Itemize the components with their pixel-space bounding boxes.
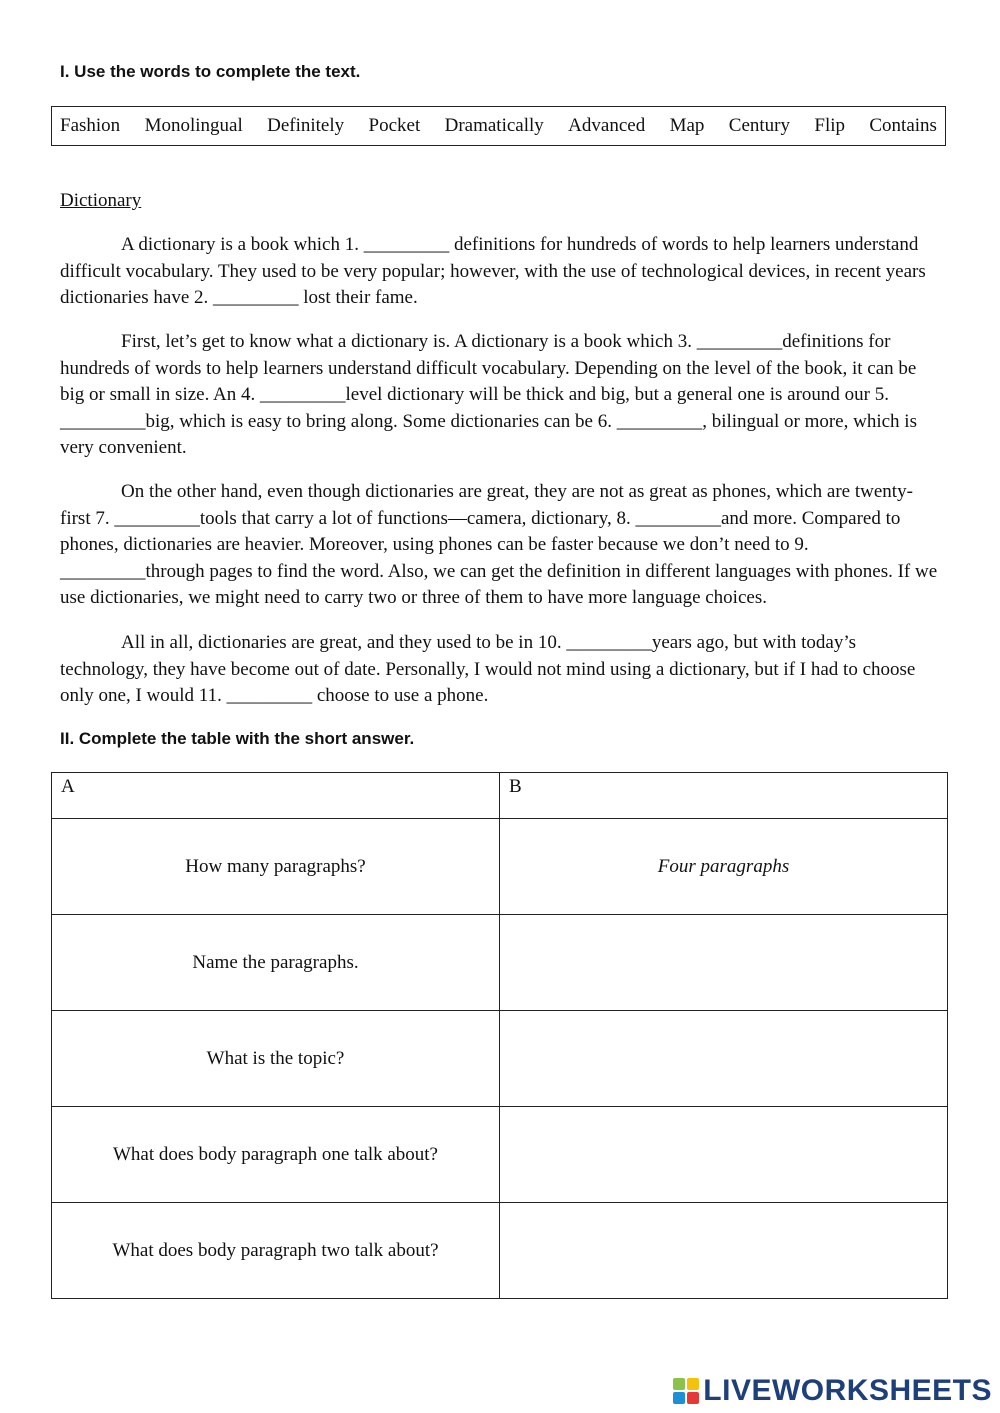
word-bank [51, 106, 946, 146]
table-header-row [52, 773, 948, 819]
word-bank-item: Pocket [368, 115, 421, 136]
paragraph-body-two: On the other hand, even though dictionaries are great, they are not as great as phones, which are twenty-first 7. _________tools that carry a lot of functions—camera, dictionary, 8. _________and more. Compared to phones, dictionaries are heavier. Moreover, using phones can be faster because we don’t need to 9. _________through pages to find the word. Also, we can get the definition in different languages with phones. If we use dictionaries, we might need to carry two or three of them to have more language choices. [60, 481, 938, 608]
word-bank-item: Fashion [60, 115, 121, 136]
liveworksheets-logo-icon [673, 1378, 699, 1404]
word-bank-item: Century [728, 115, 790, 136]
text-title: Dictionary [60, 190, 142, 211]
section-2-heading: II. Complete the table with the short answer. [60, 729, 415, 748]
table-row [52, 1107, 948, 1203]
word-bank-item: Definitely [267, 115, 345, 136]
liveworksheets-logo-text: LIVEWORKSHEETS [703, 1374, 992, 1407]
word-bank-item: Monolingual [144, 115, 243, 136]
answer-cell[interactable] [500, 1203, 948, 1299]
answer-cell[interactable]: Four paragraphs [500, 819, 948, 915]
answer-cell[interactable] [500, 1011, 948, 1107]
column-header-a: A [52, 773, 500, 819]
word-bank-item: Contains [869, 115, 937, 136]
table-row [52, 1203, 948, 1299]
liveworksheets-logo [673, 1374, 992, 1408]
answer-table [51, 772, 948, 1299]
word-bank-item: Dramatically [444, 115, 544, 136]
word-bank-item: Flip [814, 115, 845, 136]
question-cell: What does body paragraph one talk about? [52, 1107, 500, 1203]
question-cell: Name the paragraphs. [52, 915, 500, 1011]
table-row [52, 915, 948, 1011]
paragraph-introduction: A dictionary is a book which 1. _________ definitions for hundreds of words to help learners understand difficult vocabulary. They used to be very popular; however, with the use of technological devices, in recent years dictionaries have 2. _________ lost their fame. [60, 234, 926, 308]
answer-cell[interactable] [500, 915, 948, 1011]
paragraph-body-one: First, let’s get to know what a dictionary is. A dictionary is a book which 3. _________definitions for hundreds of words to help learners understand difficult vocabulary. Depending on the level of the book, it can be big or small in size. An 4. _________level dictionary will be thick and big, but a general one is around our 5. _________big, which is easy to bring along. Some dictionaries can be 6. _________, bilingual or more, which is very convenient. [60, 331, 917, 458]
question-cell: How many paragraphs? [52, 819, 500, 915]
column-header-b: B [500, 773, 948, 819]
word-bank-item: Advanced [568, 115, 646, 136]
paragraph-conclusion: All in all, dictionaries are great, and they used to be in 10. _________years ago, but with today’s technology, they have become out of date. Personally, I would not mind using a dictionary, but if I had to choose only one, I would 11. _________ choose to use a phone. [60, 632, 916, 706]
table-row [52, 819, 948, 915]
question-cell: What does body paragraph two talk about? [52, 1203, 500, 1299]
section-1-heading: I. Use the words to complete the text. [60, 62, 361, 81]
table-row [52, 1011, 948, 1107]
word-bank-item: Map [669, 115, 705, 136]
answer-cell[interactable] [500, 1107, 948, 1203]
question-cell: What is the topic? [52, 1011, 500, 1107]
